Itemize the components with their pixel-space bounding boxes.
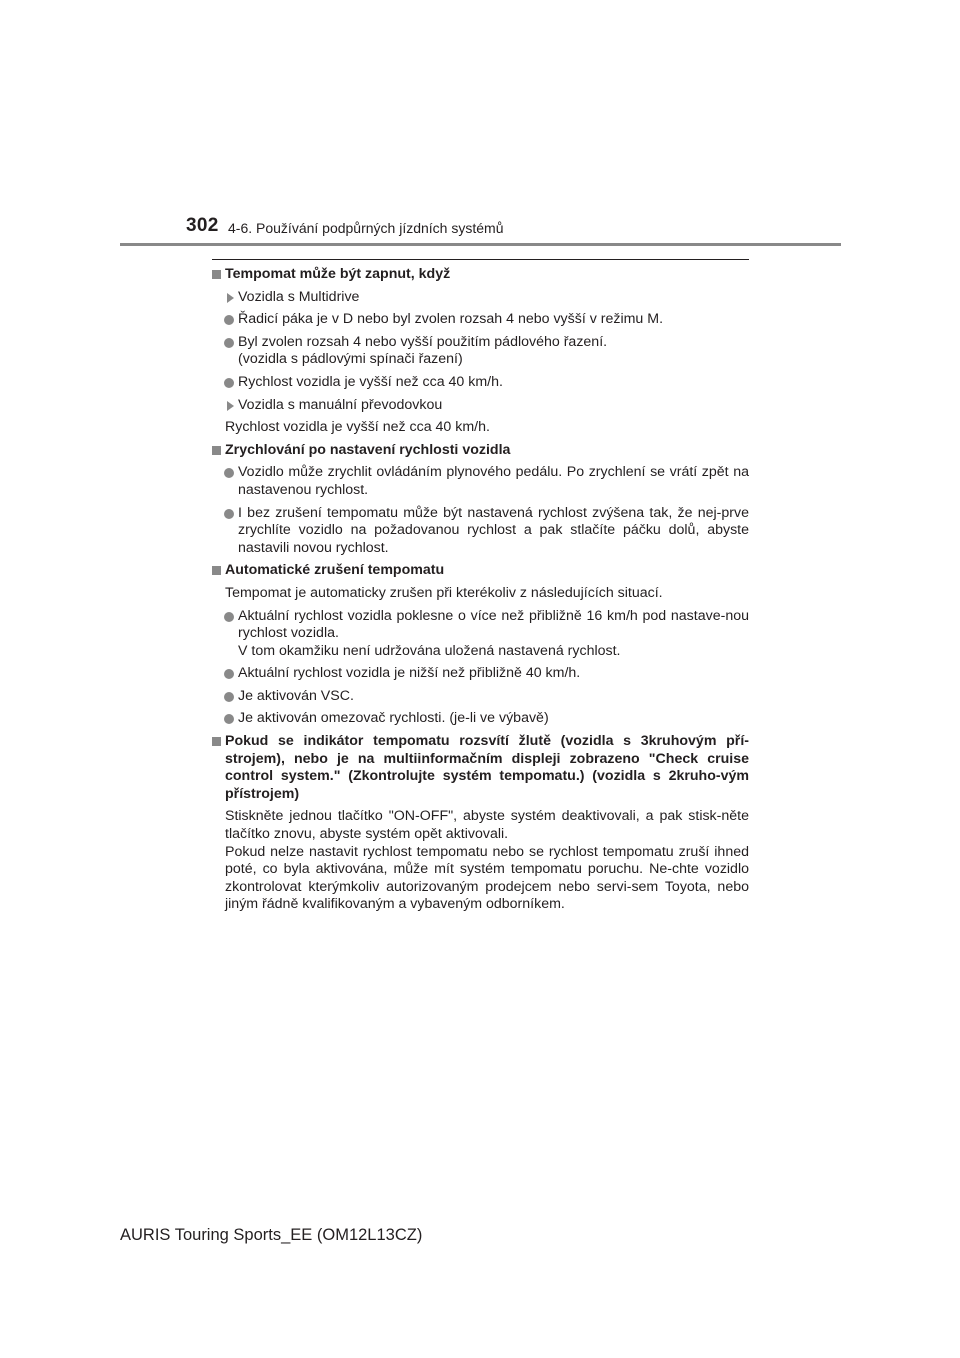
square-bullet-icon: [212, 446, 221, 455]
list-item: [212, 334, 749, 369]
main-content: [212, 266, 749, 914]
vehicle-type-label: Vozidla s manuální převodovkou: [238, 396, 443, 413]
list-item-text: Řadicí páka je v D nebo byl zvolen rozsah 4 nebo vyšší v režimu M.: [238, 311, 664, 328]
chapter-title: 4-6. Používání podpůrných jízdních systémů: [228, 220, 504, 236]
triangle-arrow-icon: [227, 401, 234, 411]
paragraph: Stiskněte jednou tlačítko "ON-OFF", abyste systém deaktivovali, a pak stisk-něte tlačítko znovu, abyste systém opět aktivovali.: [225, 808, 749, 843]
triangle-arrow-icon: [227, 293, 234, 303]
round-bullet-icon: [224, 714, 234, 724]
list-item: [212, 710, 749, 728]
header-divider: [120, 243, 841, 246]
square-bullet-icon: [212, 566, 221, 575]
heading-text: Zrychlování po nastavení rychlosti vozidla: [225, 441, 511, 458]
footer-model-code: AURIS Touring Sports_EE (OM12L13CZ): [120, 1226, 423, 1244]
square-bullet-icon: [212, 737, 221, 746]
round-bullet-icon: [224, 315, 234, 325]
list-item-text: Rychlost vozidla je vyšší než cca 40 km/h.: [238, 373, 503, 390]
list-item-text: Je aktivován VSC.: [238, 687, 354, 704]
section-heading-warning: [212, 733, 749, 803]
paragraph: Tempomat je automaticky zrušen při kterékoliv z následujících situací.: [225, 584, 663, 601]
list-item-text: I bez zrušení tempomatu může být nastavená rychlost zvýšena tak, že nej-prve zrychlíte vozidlo na požadovanou rychlost a pak stlačíte páčku dolů, abyste nastavili novou rychlost.: [238, 504, 749, 556]
round-bullet-icon: [224, 612, 234, 622]
square-bullet-icon: [212, 270, 221, 279]
heading-text: Pokud se indikátor tempomatu rozsvítí žlutě (vozidla s 3kruhovým pří-strojem), nebo je na multiinformačním displeji zobrazeno "Check cruise control system." (Zkontrolujte systém tempomatu.) (vozidla s 2kruho-vým přístrojem): [225, 733, 749, 802]
list-item: [212, 665, 749, 683]
round-bullet-icon: [224, 692, 234, 702]
round-bullet-icon: [224, 509, 234, 519]
list-item-note: (vozidla s pádlovými spínači řazení): [238, 351, 463, 368]
list-item: [212, 374, 749, 392]
list-item: [212, 505, 749, 558]
section-heading-acceleration: [212, 442, 749, 460]
page-number: 302: [186, 215, 219, 236]
list-item-note: V tom okamžiku není udržována uložená nastavená rychlost.: [238, 642, 621, 659]
paragraph: Pokud nelze nastavit rychlost tempomatu nebo se rychlost tempomatu zruší ihned poté, co byla aktivována, může mít systém tempomatu poruchu. Ne-chte vozidlo zkontrolovat kterýmkoliv autorizovaným prodejcem nebo servi-sem Toyota, nebo jiným řádně kvalifikovaným a vybaveným odborníkem.: [225, 843, 749, 913]
round-bullet-icon: [224, 338, 234, 348]
round-bullet-icon: [224, 378, 234, 388]
list-item-text: Vozidlo může zrychlit ovládáním plynového pedálu. Po zrychlení se vrátí zpět na nastavenou rychlost.: [238, 464, 749, 498]
list-item-text: Aktuální rychlost vozidla je nižší než přibližně 40 km/h.: [238, 665, 581, 682]
list-item: [212, 311, 749, 329]
vehicle-type-manual: [212, 397, 749, 415]
section-heading-auto-cancel: [212, 562, 749, 580]
list-item: [212, 608, 749, 661]
round-bullet-icon: [224, 468, 234, 478]
section-heading-cruise-enable: [212, 266, 749, 284]
round-bullet-icon: [224, 669, 234, 679]
section-divider: [212, 259, 749, 260]
vehicle-type-multidrive: [212, 289, 749, 307]
list-item-text: Byl zvolen rozsah 4 nebo vyšší použitím pádlového řazení.: [238, 333, 608, 350]
vehicle-type-label: Vozidla s Multidrive: [238, 288, 360, 305]
list-item: [212, 464, 749, 499]
list-item-text: Je aktivován omezovač rychlosti. (je-li ve výbavě): [238, 710, 549, 727]
heading-text: Automatické zrušení tempomatu: [225, 562, 445, 579]
paragraph: Rychlost vozidla je vyšší než cca 40 km/h.: [225, 419, 490, 436]
list-item-text: Aktuální rychlost vozidla poklesne o více než přibližně 16 km/h pod nastave-nou rychlost vozidla.: [238, 607, 749, 642]
heading-text: Tempomat může být zapnut, když: [225, 266, 451, 282]
list-item: [212, 688, 749, 706]
